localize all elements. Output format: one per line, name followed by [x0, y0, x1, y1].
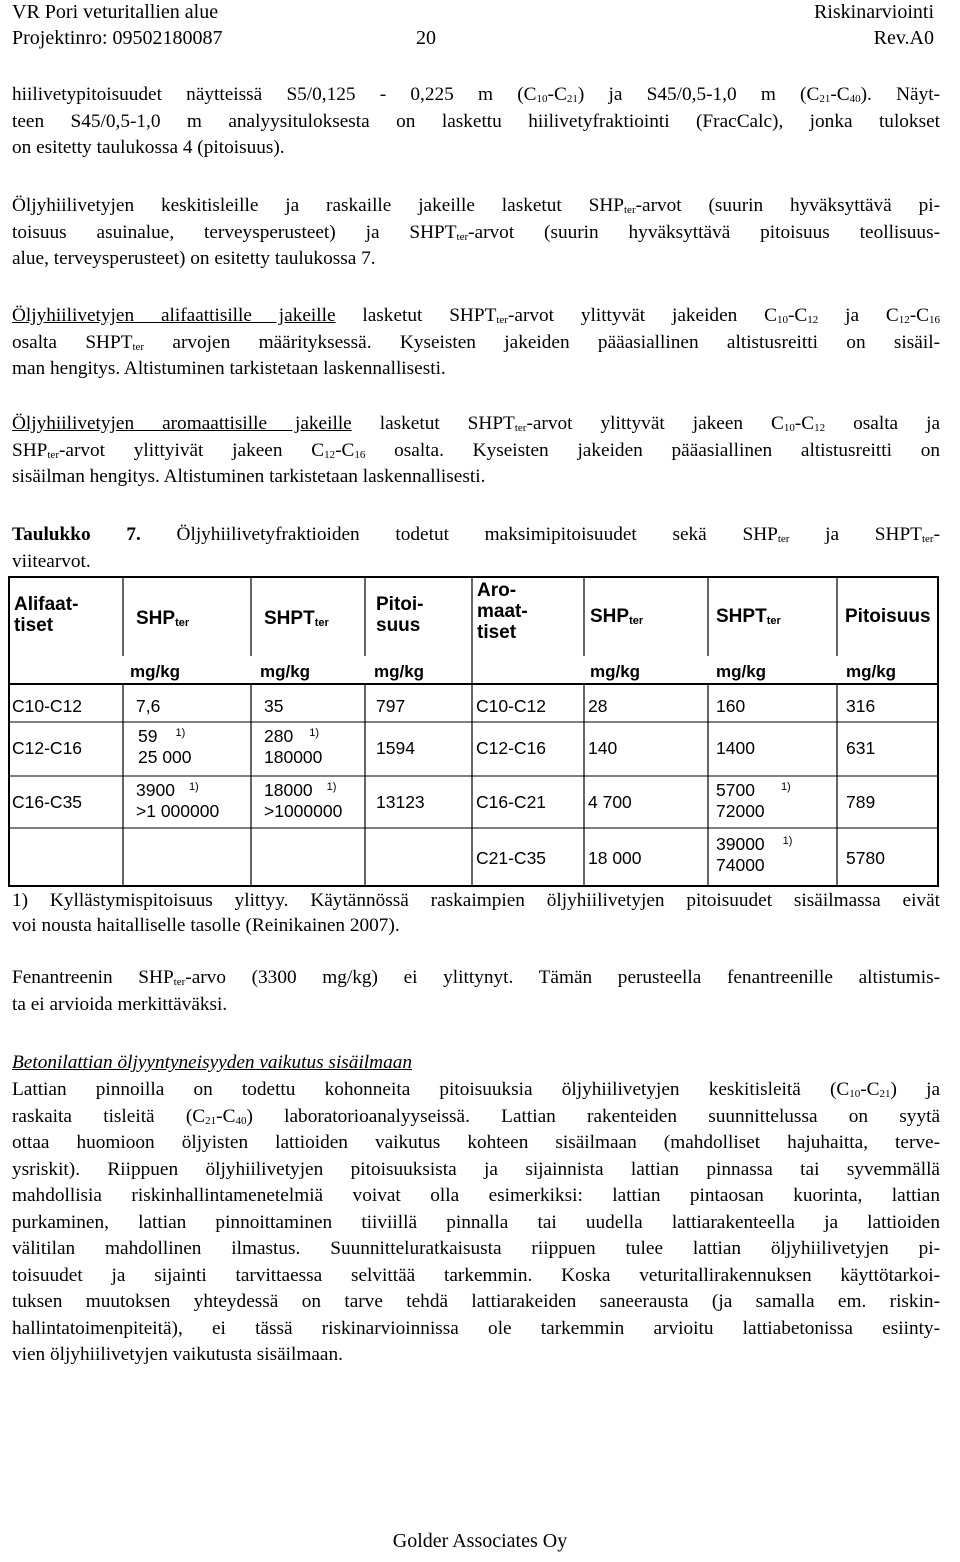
r1-pitoisuus: 797: [376, 696, 406, 716]
section-heading: Betonilattian öljyyntyneisyyden vaikutus sisäilmaan: [12, 1052, 413, 1073]
r4-pitoisuus-aromaattiset: 5780: [846, 848, 885, 868]
unit-shp-aromaattiset: mg/kg: [590, 662, 641, 681]
paragraph-5: Fenantreenin $SHP_{ter}$-arvo (3300 mg/kg) ei ylittynyt. Tämän perusteella fenantreenille altistumis- ta ei arvioida merkittäväksi.: [12, 967, 940, 1015]
r2-pitoisuus-aromaattiset: 631: [846, 738, 876, 758]
r3-shp: 3900 $^{1)}$ >1 000000: [136, 780, 220, 821]
header-shpt: $SHPT_{ter}$: [264, 608, 329, 629]
r1-shp: 7,6: [136, 696, 161, 716]
r2-shpt-aromaattiset: 1400: [716, 738, 755, 758]
unit-pitoisuus: mg/kg: [374, 662, 425, 681]
r2-shpt: 280 $^{1)}$ 180000: [264, 726, 323, 767]
r2-shp-aromaattiset: 140: [588, 738, 618, 758]
header-shpt-aromaattiset: $SHPT_{ter}$: [716, 606, 781, 627]
r3-shpt: 18000 $^{1)}$ >1000000: [264, 780, 343, 821]
r1-aromaattiset: C10-C12: [476, 696, 547, 716]
r2-aromaattiset: C12-C16: [476, 738, 547, 758]
r3-shpt-aromaattiset: 5700 $^{1)}$ 72000: [716, 780, 791, 821]
header-page-number: 20: [416, 27, 436, 49]
r3-aromaattiset: C16-C21: [476, 792, 547, 812]
r3-pitoisuus: 13123: [376, 792, 425, 812]
r1-shp-aromaattiset: 28: [588, 696, 608, 716]
r1-shpt: 35: [264, 696, 284, 716]
r4-aromaattiset: C21-C35: [476, 848, 547, 868]
r3-alifaattiset: C16-C35: [12, 792, 83, 812]
paragraph-1: hiilivetypitoisuudet näytteissä S5/0,125 - 0,225 m $(C_{10}-C_{21})$ ja S45/0,5-1,0 m $(C_{21}-C_{40})$. Näyt- teen S45/0,5-1,0 m analyysituloksesta on laskettu hiilivetyfraktiointi (FracCalc), jonka tulokset on esitetty taulukossa 4 (pitoisuus).: [12, 84, 940, 158]
r1-alifaattiset: C10-C12: [12, 696, 83, 716]
r1-shpt-aromaattiset: 160: [716, 696, 746, 716]
header-company: VR Pori veturitallien alue: [12, 1, 219, 23]
r2-shp: 59 $^{1)}$ 25 000: [138, 726, 192, 767]
header-project: Projektinro: 09502180087: [12, 27, 223, 49]
table-footnote: 1) Kyllästymispitoisuus ylittyy. Käytännössä raskaimpien öljyhiilivetyjen pitoisuudet sisäilmassa eivät voi nousta haitalliselle tasolle (Reinikainen 2007).: [12, 890, 940, 936]
r4-shpt-aromaattiset: 39000 $^{1)}$ 74000: [716, 834, 793, 875]
r4-shp-aromaattiset: 18 000: [588, 848, 642, 868]
table-caption: Taulukko 7. Öljyhiilivetyfraktioiden todetut maksimipitoisuudet sekä $SHP_{ter}$ ja $SHPT_{ter}-$ viitearvot.: [12, 524, 940, 572]
data-table: [8, 576, 940, 888]
r2-pitoisuus: 1594: [376, 738, 415, 758]
header-shp-aromaattiset: $SHP_{ter}$: [590, 606, 644, 627]
header-aromaattiset: Aro- maat- tiset: [477, 580, 528, 643]
unit-shpt: mg/kg: [260, 662, 311, 681]
r1-pitoisuus-aromaattiset: 316: [846, 696, 876, 716]
paragraph-4: Öljyhiilivetyjen aromaattisille jakeille lasketut $SHPT_{ter}$-arvot ylittyvät jakeen $C_{10}-C_{12}$ osalta ja $SHP_{ter}$-arvot ylittyivät jakeen $C_{12}-C_{16}$ osalta. Kyseisten jakeiden pääasiallinen altistusreitti on sisäilman hengitys. Altistuminen tarkistetaan laskennallisesti.: [12, 413, 941, 487]
footer-company: Golder Associates Oy: [392, 1530, 568, 1552]
header-doc-type: Riskinarviointi: [814, 1, 934, 23]
paragraph-3: Öljyhiilivetyjen alifaattisille jakeille lasketut $SHPT_{ter}$-arvot ylittyvät jakeiden $C_{10}-C_{12}$ ja $C_{12}-C_{16}$ osalta $SHPT_{ter}$ arvojen määrityksessä. Kyseisten jakeiden pääasiallinen altistusreitti on sisäil- man hengitys. Altistuminen tarkistetaan laskennallisesti.: [12, 305, 941, 379]
r2-alifaattiset: C12-C16: [12, 738, 83, 758]
header-alifaattiset: Alifaat- tiset: [14, 594, 79, 636]
header-shp: $SHP_{ter}$: [136, 608, 190, 629]
header-revision: Rev.A0: [873, 27, 934, 49]
paragraph-2: Öljyhiilivetyjen keskitisleille ja raskaille jakeille lasketut $SHP_{ter}$-arvot (suurin hyväksyttävä pi- toisuus asuinalue, terveysperusteet) ja $SHPT_{ter}$-arvot (suurin hyväksyttävä pitoisuus teollisuus- alue, terveysperusteet) on esitetty taulukossa 7.: [12, 195, 940, 269]
r3-pitoisuus-aromaattiset: 789: [846, 792, 876, 812]
section-body: Lattian pinnoilla on todettu kohonneita pitoisuuksia öljyhiilivetyjen keskitisleitä $(C_{10}-C_{21})$ ja raskaita tisleitä $(C_{21}-C_{40})$ laboratorioanalyyseissä. Lattian rakenteiden suunnittelussa on syytä ottaa huomioon öljyisten lattioiden vaikutus kohteen sisäilmaan (mahdolliset hajuhaitta, terve- ysriskit). Riippuen öljyhiilivetyjen pitoisuuksista ja sijainnista lattian pinnassa tai syvemmällä mahdollisia riskinhallintamenetelmiä voivat olla esimerkiksi: lattian pintaosan kuorinta, lattian purkaminen, lattian pinnoittaminen tiiviillä pinnalla tai uudella lattiarakenteella ja lattioiden välitilan mahdollinen ilmastus. Suunnitteluratkaisusta riippuen tulee lattian öljyhiilivetyjen pi- toisuudet ja sijainti tarvittaessa selvittää tarkemmin. Koska veturitallirakennuksen käyttötarkoi- tuksen muutoksen yhteydessä on tarve tehdä lattiarakeiden saneerausta (ja samalla em. riskin- hallintatoimenpiteitä), ei tässä riskinarvioinnissa ole tarkemmin arvioitu lattiabetonissa esiinty- vien öljyhiilivetyjen vaikutusta sisäilmaan.: [12, 1079, 941, 1365]
r3-shp-aromaattiset: 4 700: [588, 792, 632, 812]
header-pitoisuus: Pitoi- suus: [376, 594, 424, 636]
unit-shp: mg/kg: [130, 662, 181, 681]
unit-pitoisuus-aromaattiset: mg/kg: [846, 662, 897, 681]
unit-shpt-aromaattiset: mg/kg: [716, 662, 767, 681]
header-pitoisuus-aromaattiset: Pitoisuus: [845, 606, 931, 627]
